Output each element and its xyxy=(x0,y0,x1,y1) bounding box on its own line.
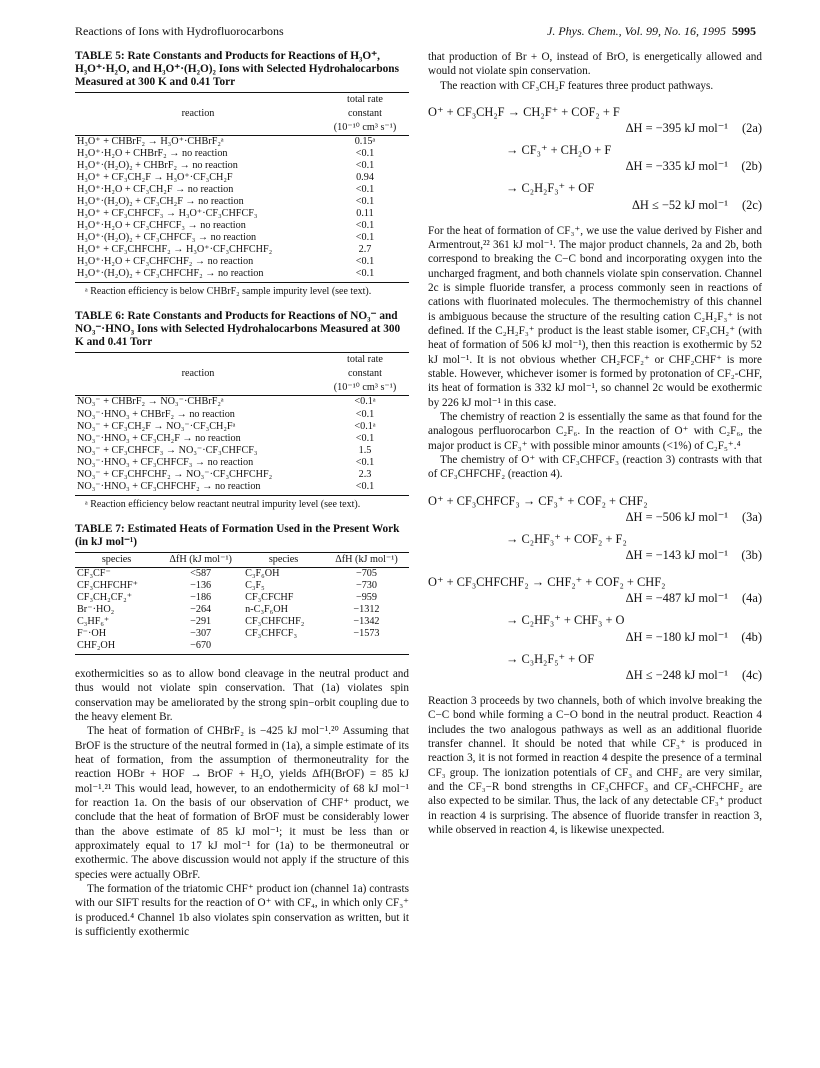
table-row xyxy=(75,640,409,655)
right-column xyxy=(428,50,762,837)
enthalpy-value: ΔH = −395 kJ mol⁻¹ xyxy=(625,121,728,136)
table-row xyxy=(75,208,409,220)
table-5-col-reaction-label: reaction xyxy=(181,107,215,119)
species-cell: CF₃CFCHF xyxy=(245,591,294,603)
reaction-cell: H₃O⁺·(H₂O)₂ + CF₃CHFCHF₂ → no reaction xyxy=(75,268,321,283)
table-6-header-spacer xyxy=(75,353,321,368)
species-cell: CF₃CH₂CF₂⁺ xyxy=(77,591,133,603)
table-row xyxy=(75,232,409,244)
rate-cell: <0.1 xyxy=(355,456,375,468)
heat-cell: −291 xyxy=(190,615,212,627)
table-row xyxy=(75,220,409,232)
reaction-4-block xyxy=(428,574,762,683)
rate-cell: <0.1 xyxy=(355,220,375,232)
enthalpy-value: ΔH = −180 kJ mol⁻¹ xyxy=(625,629,728,644)
reaction-equation: O⁺ + CF₃CHFCHF₂ → CHF₂⁺ + COF₂ + CHF₂ xyxy=(428,575,666,590)
table-6 xyxy=(75,352,409,495)
reaction-cell: NO₃⁻ + CF₃CHFCHF₂ → NO₃⁻·CF₃CHFCHF₂ xyxy=(77,468,273,480)
table-row xyxy=(75,616,409,628)
reaction-enthalpy xyxy=(428,509,762,525)
equation-label: (3b) xyxy=(741,548,762,563)
paragraph: that production of Br + O, instead of BrO, is energetically allowed and would not violate spin conservation. xyxy=(428,51,762,78)
heat-cell: −730 xyxy=(355,579,377,591)
reaction-cell: H₃O⁺·(H₂O)₂ + CF₃CH₂F → no reaction xyxy=(77,196,244,208)
species-cell: Br⁻·HO₂ xyxy=(77,603,115,615)
paragraph: The heat of formation of CHBrF₂ is −425 kJ mol⁻¹.²⁰ Assuming that BrOF is the structure of the neutral formed in (1a), a simple estimate of its heat of formation, from the assumption of thermoneutrality for the reaction HOBr + HOF → BrOF + H₂O, yields ΔfH(BrOF) = 85 kJ mol⁻¹.²¹ This would lead, however, to an endothermicity of 68 kJ mol⁻¹ for reaction 1a. On the basis of our observation of CHF⁺ product, we conclude that the heat of formation of BrOF must be considerably lower than the above estimate of 85 kJ mol⁻¹; it must be less than or approximately equal to 17 kJ mol⁻¹ for (1a) to be thermoneutral or exothermic. The above discussion would not apply if the structure of this species were actually OBrF. xyxy=(75,725,409,881)
reaction-cell: H₃O⁺·H₂O + CF₃CHFCHF₂ → no reaction xyxy=(77,256,254,268)
species-cell: CF₃CHFCHF⁺ xyxy=(77,579,139,591)
table-7-caption: TABLE 7: Estimated Heats of Formation Used in the Present Work (in kJ mol⁻¹) xyxy=(75,522,400,548)
reaction-enthalpy xyxy=(428,667,762,683)
rate-cell: <0.1ᵃ xyxy=(354,420,376,432)
journal-citation xyxy=(547,24,756,39)
table-row xyxy=(75,469,409,481)
rate-cell: 0.11 xyxy=(356,208,374,220)
reaction-equation: → C₃H₂F₅⁺ + OF xyxy=(506,651,595,666)
rate-cell: <0.1 xyxy=(355,432,375,444)
reaction-cell: NO₃⁻ + CHBrF₂ → NO₃⁻·CHBrF₂ᵃ xyxy=(77,396,224,408)
reaction-equation: → CF₃⁺ + CH₂O + F xyxy=(506,143,612,158)
paragraph: The chemistry of O⁺ with CF₃CHFCF₃ (reaction 3) contrasts with that of CF₃CHFCHF₂ (reaction 4). xyxy=(428,453,762,481)
table-row xyxy=(75,396,409,409)
table-5 xyxy=(75,92,409,283)
reaction-enthalpy xyxy=(428,197,762,213)
reaction-enthalpy xyxy=(428,158,762,174)
heat-cell: −705 xyxy=(355,567,377,579)
species-cell: CHF₂OH xyxy=(75,640,158,655)
equation-label: (4c) xyxy=(742,667,762,682)
species-cell: CF₃CHFCF₃ xyxy=(245,627,297,639)
reaction-cell: NO₃⁻ + CF₃CHFCF₃ → NO₃⁻·CF₃CHFCF₃ xyxy=(77,444,258,456)
equation-label: (4b) xyxy=(741,629,762,644)
table-7 xyxy=(75,552,409,655)
rate-cell: 2.3 xyxy=(358,468,372,480)
rate-cell: 2.7 xyxy=(358,244,372,256)
table-6-block xyxy=(75,310,409,510)
page-number: 5995 xyxy=(732,24,756,38)
heat-cell: −1312 xyxy=(353,603,380,615)
table-6-caption: TABLE 6: Rate Constants and Products for Reactions of NO₃⁻ and NO₃⁻·HNO₃ Ions with Selected Hydrohalocarbons Measured at 300 K and 0.41 Torr xyxy=(75,310,401,349)
table-5-caption: TABLE 5: Rate Constants and Products for Reactions of H₃O⁺, H₃O⁺·H₂O, and H₃O⁺·(H₂O)₂ Ions with Selected Hydrohalocarbons Measured at 300 K and 0.41 Torr xyxy=(75,50,399,88)
rate-cell: 1.5 xyxy=(358,444,372,456)
reaction-cell: H₃O⁺·H₂O + CF₃CH₂F → no reaction xyxy=(77,184,234,196)
enthalpy-value: ΔH ≤ −52 kJ mol⁻¹ xyxy=(631,197,728,212)
table-6-footnote: ᵃ Reaction efficiency below reactant neutral impurity level (see text). xyxy=(85,498,361,510)
table-row xyxy=(75,172,409,184)
table-5-col-rate-line1: total rate xyxy=(321,92,409,107)
table-row xyxy=(75,628,409,640)
rate-cell: <0.1 xyxy=(355,184,375,196)
table-7-col-dh-1: ΔfH (kJ mol⁻¹) xyxy=(158,552,243,567)
rate-cell: <0.1 xyxy=(355,196,375,208)
reaction-equation: O⁺ + CF₃CH₂F → CH₂F⁺ + COF₂ + F xyxy=(428,104,620,119)
species-cell: CF₃CF⁻ xyxy=(77,567,111,579)
table-5-block xyxy=(75,50,409,298)
heat-cell: −1342 xyxy=(353,615,380,627)
table-6-header-spacer-2 xyxy=(75,381,321,396)
reaction-cell: NO₃⁻·HNO₃ + CF₃CHFCF₃ → no reaction xyxy=(77,456,254,468)
table-row xyxy=(75,409,409,421)
table-5-col-reaction xyxy=(75,92,321,107)
reaction-enthalpy xyxy=(428,547,762,563)
rate-cell: <0.1 xyxy=(355,408,375,420)
equation-label: (2c) xyxy=(742,197,762,212)
species-cell: CF₃CHFCHF₂ xyxy=(245,615,305,627)
equation-label: (3a) xyxy=(742,509,762,524)
table-7-col-species-1: species xyxy=(75,552,158,567)
table-7-col-species-2: species xyxy=(243,552,324,567)
rate-cell: <0.1 xyxy=(321,268,409,283)
table-row xyxy=(75,457,409,469)
rate-cell: <0.1ᵃ xyxy=(354,396,376,408)
table-row xyxy=(75,604,409,616)
heat-cell: −264 xyxy=(190,603,212,615)
equation-label: (4a) xyxy=(742,591,762,606)
reaction-2-block xyxy=(428,104,762,213)
enthalpy-value: ΔH = −487 kJ mol⁻¹ xyxy=(625,591,728,606)
enthalpy-value: ΔH = −335 kJ mol⁻¹ xyxy=(625,159,728,174)
heat-cell: −670 xyxy=(158,640,243,655)
reaction-cell: H₃O⁺·(H₂O)₂ + CHBrF₂ → no reaction xyxy=(77,160,238,172)
reaction-cell: H₃O⁺·H₂O + CF₃CHFCF₃ → no reaction xyxy=(77,220,246,232)
paragraph: For the heat of formation of CF₃⁺, we use the value derived by Fisher and Armentrout,²² 361 kJ mol⁻¹. The major product channels, 2a and 2b, both correspond to breaking the C−C bond and incorporating oxygen into the uncharged fragment, and both channels violate spin conservation. Channel 2c is simple fluoride transfer, a process commonly seen in reactions of cations with fluorinated molecules. The thermochemistry of this channel is ambiguous because the structure of the resulting cation C₂H₂F₃⁺ is not defined. If the C₂H₂F₃⁺ product is the least stable isomer, CF₃CH₂⁺ (with heat of formation of 506 kJ mol⁻¹), then this reaction is exothermic by 52 kJ mol⁻¹. It is not obvious whether CH₂FCF₂⁺ or CHF₂CHF⁺ is more stable. However, whichever isomer is formed by protonation of CF₂-CHF, its heat of formation is 332 kJ mol⁻¹, so channel 2c would be exothermic by 226 kJ mol⁻¹ in this case. xyxy=(428,224,762,409)
table-row xyxy=(75,567,409,580)
heat-cell: −1573 xyxy=(353,627,380,639)
table-7-col-dh-2: ΔfH (kJ mol⁻¹) xyxy=(324,552,409,567)
rate-cell: <0.1 xyxy=(355,160,375,172)
enthalpy-value: ΔH ≤ −248 kJ mol⁻¹ xyxy=(625,667,728,682)
species-cell: C₃HF₆⁺ xyxy=(77,615,110,627)
table-6-col-rate-line2: constant xyxy=(348,368,382,380)
reaction-cell: H₃O⁺ + CF₃CH₂F → H₃O⁺·CF₃CH₂F xyxy=(77,172,233,184)
reaction-cell: H₃O⁺ + CHBrF₂ → H₃O⁺·CHBrF₂ᵃ xyxy=(77,136,224,148)
paragraph: The reaction with CF₃CH₂F features three product pathways. xyxy=(440,79,714,92)
rate-cell: <0.1 xyxy=(355,148,375,160)
reaction-enthalpy xyxy=(428,629,762,645)
reaction-cell: NO₃⁻·HNO₃ + CF₃CH₂F → no reaction xyxy=(77,432,241,444)
rate-cell: <0.1 xyxy=(355,232,375,244)
table-row xyxy=(75,244,409,256)
journal-name: J. Phys. Chem., Vol. 99, No. 16, 1995 xyxy=(547,24,726,38)
reaction-cell: NO₃⁻ + CF₃CH₂F → NO₃⁻·CF₃CH₂Fᵃ xyxy=(77,420,236,432)
rate-cell: <0.1 xyxy=(321,481,409,496)
table-7-block xyxy=(75,523,409,655)
heat-cell: −307 xyxy=(190,627,212,639)
species-cell xyxy=(243,640,324,655)
table-row xyxy=(75,136,409,149)
paragraph: The chemistry of reaction 2 is essentially the same as that found for the analogous perfluorocarbon C₂F₆. In the reaction of O⁺ with C₂F₆, the major product is CF₃⁺ with possible minor amounts (<1%) of C₂F₅⁺.⁴ xyxy=(428,411,762,452)
table-row xyxy=(75,481,409,496)
table-row xyxy=(75,160,409,172)
table-6-col-rate-line3: (10⁻¹⁰ cm³ s⁻¹) xyxy=(321,381,409,396)
table-row xyxy=(75,592,409,604)
reaction-cell: H₃O⁺ + CF₃CHFCF₃ → H₃O⁺·CF₃CHFCF₃ xyxy=(77,208,258,220)
heat-cell: −136 xyxy=(190,579,212,591)
reaction-equation: → C₂H₂F₃⁺ + OF xyxy=(506,181,595,196)
table-row xyxy=(75,580,409,592)
species-cell: C₃F₆OH xyxy=(245,567,280,579)
reaction-equation: O⁺ + CF₃CHFCF₃ → CF₃⁺ + COF₂ + CHF₂ xyxy=(428,493,648,508)
table-row xyxy=(75,445,409,457)
heat-cell: <587 xyxy=(190,567,212,579)
page-header xyxy=(75,24,756,40)
reaction-cell: NO₃⁻·HNO₃ + CF₃CHFCHF₂ → no reaction xyxy=(75,481,321,496)
reaction-3-block xyxy=(428,493,762,564)
reaction-cell: H₃O⁺·H₂O + CHBrF₂ → no reaction xyxy=(77,148,228,160)
table-row xyxy=(75,421,409,433)
reaction-equation: → C₂HF₃⁺ + COF₂ + F₂ xyxy=(506,531,627,546)
table-row xyxy=(75,433,409,445)
paragraph: exothermicities so as to allow bond cleavage in the neutral product and thus would not violate spin conservation. That (1a) violates spin conservation may be ameliorated by the strong spin−orbit coupling due to the heavy element Br. xyxy=(75,667,409,723)
enthalpy-value: ΔH = −143 kJ mol⁻¹ xyxy=(625,548,728,563)
table-row xyxy=(75,148,409,160)
table-row xyxy=(75,184,409,196)
paragraph: The formation of the triatomic CHF⁺ product ion (channel 1a) contrasts with our SIFT results for the reaction of O⁺ with CF₄, in which only CF₃⁺ is produced.⁴ Channel 1b also violates spin conservation as written, but it is sufficiently exothermic xyxy=(75,882,409,938)
rate-cell: <0.1 xyxy=(355,256,375,268)
running-title: Reactions of Ions with Hydrofluorocarbons xyxy=(75,24,284,38)
paragraph: Reaction 3 proceeds by two channels, both of which involve breaking the C−C bond while forming a C−O bond in the neutral product. Reaction 4 includes the two analogous pathways as well as an additional fluoride transfer channel. It should be noted that while CF₃⁺ is produced in reaction 3, it is not formed in reaction 4 despite the presence of a terminal CF₃ group. The ionization potentials of CF₃ and CHF₂ are very similar, and the CF₃−R bond strengths in CF₃CHFCF₃ and CF₃-CHFCHF₂ are also expected to be similar. Thus, the lack of any detectable CF₃⁺ product in reaction 4 is surprising. The absence of fluoride transfer in reaction 3, while observed in reaction 4, is likewise unexpected. xyxy=(428,694,762,836)
heat-cell: −959 xyxy=(355,591,377,603)
table-5-header-spacer xyxy=(75,121,321,136)
table-5-col-rate-line3: (10⁻¹⁰ cm³ s⁻¹) xyxy=(321,121,409,136)
reaction-cell: NO₃⁻·HNO₃ + CHBrF₂ → no reaction xyxy=(77,408,235,420)
table-row xyxy=(75,196,409,208)
left-column xyxy=(75,50,409,939)
reaction-cell: H₃O⁺ + CF₃CHFCHF₂ → H₃O⁺·CF₃CHFCHF₂ xyxy=(77,244,273,256)
heat-cell xyxy=(324,640,409,655)
table-6-col-reaction-label: reaction xyxy=(181,368,215,380)
table-5-footnote: ᵃ Reaction efficiency is below CHBrF₂ sample impurity level (see text). xyxy=(85,286,372,298)
species-cell: C₃F₅ xyxy=(245,579,265,591)
table-row xyxy=(75,256,409,268)
species-cell: F⁻·OH xyxy=(77,627,107,639)
equation-label: (2a) xyxy=(742,121,762,136)
left-body-text xyxy=(75,667,409,939)
heat-cell: −186 xyxy=(190,591,212,603)
enthalpy-value: ΔH = −506 kJ mol⁻¹ xyxy=(625,509,728,524)
reaction-enthalpy xyxy=(428,590,762,606)
species-cell: n-C₃F₆OH xyxy=(245,603,288,615)
rate-cell: 0.15ᵃ xyxy=(354,136,376,148)
table-6-col-rate-line1: total rate xyxy=(321,353,409,368)
table-row xyxy=(75,268,409,283)
reaction-equation: → C₂HF₃⁺ + CHF₃ + O xyxy=(506,613,625,628)
reaction-cell: H₃O⁺·(H₂O)₂ + CF₃CHFCF₃ → no reaction xyxy=(77,232,257,244)
reaction-enthalpy xyxy=(428,120,762,136)
table-5-col-rate-line2: constant xyxy=(348,107,382,119)
rate-cell: 0.94 xyxy=(356,172,374,184)
equation-label: (2b) xyxy=(741,159,762,174)
